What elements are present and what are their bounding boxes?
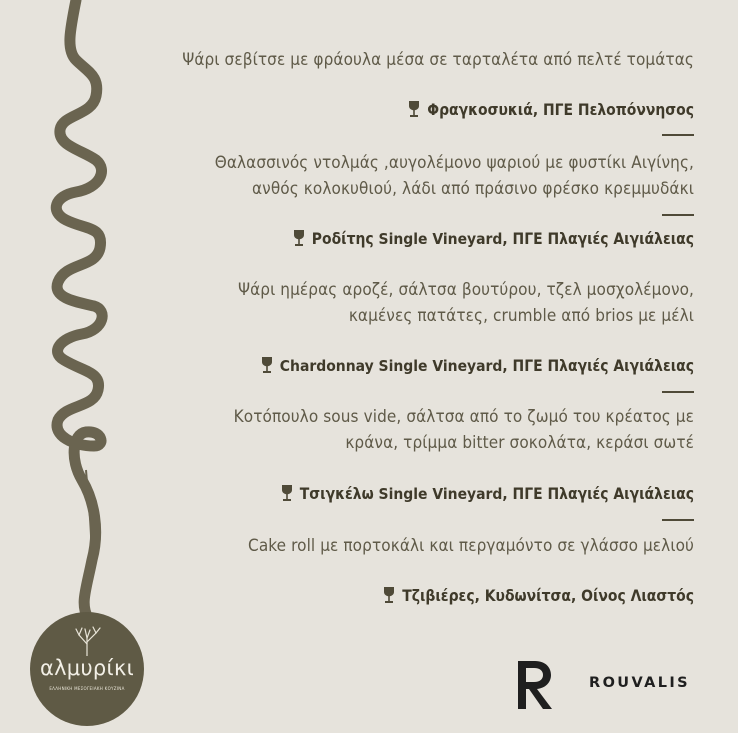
restaurant-logo	[30, 612, 144, 726]
wine-5	[134, 586, 694, 606]
wine-1	[134, 100, 694, 120]
logo-name: αλμυρίκι	[39, 656, 135, 680]
wine-3	[134, 356, 694, 376]
wine-glass-icon	[383, 587, 395, 603]
course-5	[134, 533, 694, 559]
course-2-line-2: ανθός κολοκυθιού, λάδι από πράσινο φρέσκο κρεμμυδάκι	[252, 179, 694, 199]
course-2-line-1: Θαλασσινός ντολμάς ,αυγολέμονο ψαριού με φυστίκι Αιγίνης,	[214, 153, 694, 173]
course-2	[134, 150, 694, 202]
wine-2	[134, 229, 694, 249]
course-3-line-1: Ψάρι ημέρας αροζέ, σάλτσα βουτύρου, τζελ μοσχολέμονο,	[237, 280, 694, 300]
divider	[662, 134, 694, 136]
wine-5-label: Τζιβιέρες, Κυδωνίτσα, Οίνος Λιαστός	[402, 587, 694, 605]
wine-3-label: Chardonnay Single Vineyard, ΠΓΕ Πλαγιές Αιγιάλειας	[279, 357, 694, 375]
wine-glass-icon	[281, 485, 293, 501]
course-4	[134, 404, 694, 456]
wine-glass-icon	[408, 101, 420, 117]
course-1	[134, 47, 694, 73]
logo-tagline: ΕΛΛΗΝΙΚΗ ΜΕΣΟΓΕΙΑΚΗ ΚΟΥΖΙΝΑ	[49, 686, 125, 691]
course-5-line-1: Cake roll με πορτοκάλι και περγαμόντο σε γλάσσο μελιού	[248, 536, 694, 556]
course-3-line-2: καμένες πατάτες, crumble από brios με μέλι	[348, 306, 694, 326]
course-4-line-1: Κοτόπουλο sous vide, σάλτσα από το ζωμό του κρέατος με	[233, 407, 694, 427]
rouvalis-monogram-icon	[516, 661, 554, 709]
divider	[662, 519, 694, 521]
tree-icon	[72, 624, 102, 656]
wine-2-label: Ροδίτης Single Vineyard, ΠΓΕ Πλαγιές Αιγιάλειας	[311, 230, 694, 248]
course-3	[134, 277, 694, 329]
wine-4	[134, 484, 694, 504]
wine-4-label: Τσιγκέλω Single Vineyard, ΠΓΕ Πλαγιές Αιγιάλειας	[299, 485, 694, 503]
wine-glass-icon	[261, 357, 273, 373]
course-1-line-1: Ψάρι σεβίτσε με φράουλα μέσα σε ταρταλέτα από πελτέ τομάτας	[182, 50, 694, 70]
divider	[662, 214, 694, 216]
wine-1-label: Φραγκοσυκιά, ΠΓΕ Πελοπόννησος	[427, 101, 694, 119]
wine-glass-icon	[293, 230, 305, 246]
divider	[662, 391, 694, 393]
sponsor-name: ROUVALIS	[589, 675, 691, 691]
course-4-line-2: κράνα, τρίμμα bitter σοκολάτα, κεράσι σωτέ	[345, 433, 694, 453]
